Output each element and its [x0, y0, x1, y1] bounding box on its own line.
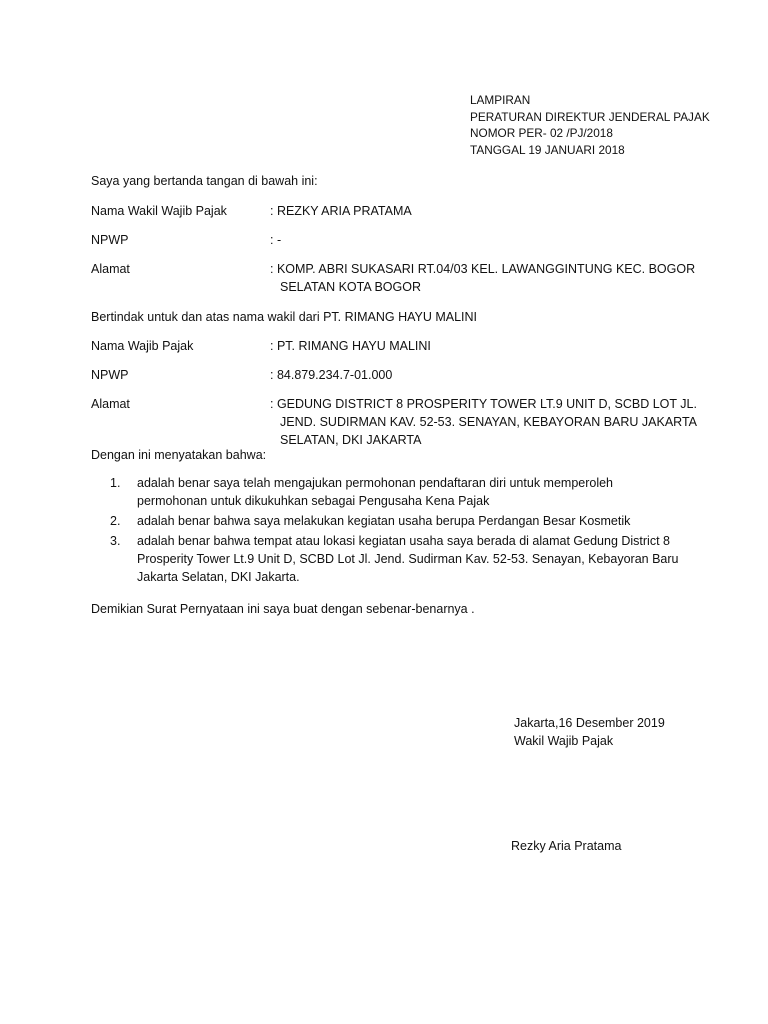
- taxpayer-npwp-label: NPWP: [91, 368, 129, 382]
- signature-place-date: Jakarta,16 Desember 2019: [514, 716, 665, 730]
- list-item-line: Prosperity Tower Lt.9 Unit D, SCBD Lot Jl. Jend. Sudirman Kav. 52-53. Senayan, Kebayoran Baru: [137, 552, 679, 566]
- closing-statement: Demikian Surat Pernyataan ini saya buat dengan sebenar-benarnya .: [91, 602, 475, 616]
- taxpayer-name-text: : PT. RIMANG HAYU MALINI: [270, 339, 431, 353]
- list-item-number: 2.: [110, 514, 121, 528]
- list-item-text: [137, 512, 710, 530]
- declaration-intro: Dengan ini menyatakan bahwa:: [91, 448, 267, 462]
- acting-on-behalf-text: Bertindak untuk dan atas nama wakil dari PT. RIMANG HAYU MALINI: [91, 310, 478, 324]
- attachment-title: LAMPIRAN: [470, 93, 531, 107]
- representative-name-label: Nama Wakil Wajib Pajak: [91, 204, 227, 218]
- taxpayer-address-line3: SELATAN, DKI JAKARTA: [280, 433, 422, 447]
- list-item-number: 1.: [110, 476, 121, 490]
- intro-text: Saya yang bertanda tangan di bawah ini:: [91, 174, 318, 188]
- list-item-line: adalah benar bahwa tempat atau lokasi kegiatan usaha saya berada di alamat Gedung District 8: [137, 534, 670, 548]
- signature-name: Rezky Aria Pratama: [511, 839, 622, 853]
- representative-address-line1: : KOMP. ABRI SUKASARI RT.04/03 KEL. LAWANGGINTUNG KEC. BOGOR: [270, 262, 696, 276]
- representative-address-label: Alamat: [91, 262, 130, 276]
- signature-role: Wakil Wajib Pajak: [514, 734, 614, 748]
- attachment-number: NOMOR PER- 02 /PJ/2018: [470, 126, 613, 140]
- taxpayer-npwp-value: [270, 366, 690, 384]
- attachment-regulation: PERATURAN DIREKTUR JENDERAL PAJAK: [470, 109, 710, 124]
- representative-npwp-text: : -: [270, 233, 282, 247]
- list-item: [110, 532, 710, 586]
- list-item-line: Jakarta Selatan, DKI Jakarta.: [137, 570, 300, 584]
- taxpayer-address-line2: JEND. SUDIRMAN KAV. 52-53. SENAYAN, KEBAYORAN BARU JAKARTA: [280, 415, 698, 429]
- list-item: [110, 474, 710, 510]
- taxpayer-address-line1: : GEDUNG DISTRICT 8 PROSPERITY TOWER LT.9 UNIT D, SCBD LOT JL.: [270, 397, 697, 411]
- representative-npwp-value: [270, 231, 690, 249]
- taxpayer-npwp-text: : 84.879.234.7-01.000: [270, 368, 393, 382]
- representative-address-line2: SELATAN KOTA BOGOR: [280, 280, 422, 294]
- taxpayer-name-value: [270, 337, 690, 355]
- list-item: [110, 512, 710, 530]
- representative-name-text: : REZKY ARIA PRATAMA: [270, 204, 412, 218]
- list-item-text: [137, 474, 710, 510]
- taxpayer-address-value: [270, 395, 698, 449]
- list-item-number: 3.: [110, 534, 121, 548]
- representative-name-value: [270, 202, 690, 220]
- representative-address-value: [270, 260, 696, 296]
- list-item-line: permohonan untuk dikukuhkan sebagai Pengusaha Kena Pajak: [137, 494, 490, 508]
- taxpayer-address-label: Alamat: [91, 397, 130, 411]
- attachment-header: [470, 92, 710, 158]
- statement-list: [110, 474, 710, 588]
- list-item-line: adalah benar saya telah mengajukan permohonan pendaftaran diri untuk memperoleh: [137, 476, 614, 490]
- list-item-line: adalah benar bahwa saya melakukan kegiatan usaha berupa Perdangan Besar Kosmetik: [137, 514, 631, 528]
- attachment-date: TANGGAL 19 JANUARI 2018: [470, 142, 625, 157]
- representative-npwp-label: NPWP: [91, 233, 129, 247]
- taxpayer-name-label: Nama Wajib Pajak: [91, 339, 194, 353]
- list-item-text: [137, 532, 710, 586]
